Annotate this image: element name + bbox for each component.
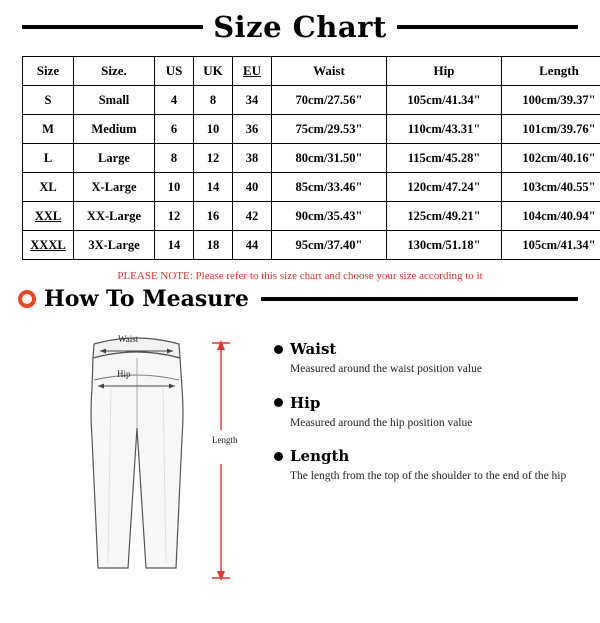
cell-size: XL bbox=[23, 173, 74, 202]
measurement-descriptions bbox=[270, 318, 584, 588]
cell-eu: 34 bbox=[233, 86, 272, 115]
how-to-measure-heading: How To Measure bbox=[44, 286, 249, 312]
figure-label-waist: Waist bbox=[118, 334, 139, 344]
cell-waist: 70cm/27.56" bbox=[272, 86, 387, 115]
cell-size-name: Large bbox=[74, 144, 155, 173]
cell-eu: 38 bbox=[233, 144, 272, 173]
cell-hip: 110cm/43.31" bbox=[387, 115, 502, 144]
measurement-head bbox=[274, 340, 584, 358]
cell-length: 104cm/40.94" bbox=[502, 202, 600, 231]
circle-bullet-icon bbox=[18, 290, 36, 308]
cell-size-name: Small bbox=[74, 86, 155, 115]
cell-waist: 80cm/31.50" bbox=[272, 144, 387, 173]
table-row bbox=[23, 144, 600, 173]
pants-diagram bbox=[16, 318, 266, 588]
cell-uk: 16 bbox=[194, 202, 233, 231]
cell-us: 8 bbox=[155, 144, 194, 173]
size-table-body bbox=[23, 86, 600, 260]
size-chart-note: PLEASE NOTE: Please refer to this size chart and choose your size according to it bbox=[117, 270, 483, 282]
cell-hip: 130cm/51.18" bbox=[387, 231, 502, 260]
measure-section bbox=[0, 312, 600, 588]
header-size-name: Size. bbox=[74, 57, 155, 86]
bullet-dot-icon bbox=[274, 452, 283, 461]
cell-eu: 36 bbox=[233, 115, 272, 144]
cell-waist: 85cm/33.46" bbox=[272, 173, 387, 202]
cell-eu: 42 bbox=[233, 202, 272, 231]
cell-hip: 125cm/49.21" bbox=[387, 202, 502, 231]
measurement-head bbox=[274, 447, 584, 465]
cell-us: 10 bbox=[155, 173, 194, 202]
cell-size-name: XX-Large bbox=[74, 202, 155, 231]
bullet-dot-icon bbox=[274, 398, 283, 407]
cell-length: 101cm/39.76" bbox=[502, 115, 600, 144]
cell-size: XXXL bbox=[30, 237, 66, 252]
cell-hip: 105cm/41.34" bbox=[387, 86, 502, 115]
cell-uk: 12 bbox=[194, 144, 233, 173]
size-table-wrapper bbox=[0, 50, 600, 260]
page-title: Size Chart bbox=[213, 10, 387, 44]
cell-size: XXL bbox=[34, 208, 62, 223]
cell-size-name: 3X-Large bbox=[74, 231, 155, 260]
cell-hip: 120cm/47.24" bbox=[387, 173, 502, 202]
cell-length: 102cm/40.16" bbox=[502, 144, 600, 173]
cell-uk: 18 bbox=[194, 231, 233, 260]
cell-size: S bbox=[23, 86, 74, 115]
cell-us: 6 bbox=[155, 115, 194, 144]
size-table-head bbox=[23, 57, 600, 86]
title-rule-right bbox=[397, 25, 578, 29]
cell-length: 103cm/40.55" bbox=[502, 173, 600, 202]
header-hip: Hip bbox=[387, 57, 502, 86]
measurement-title: Waist bbox=[290, 340, 337, 358]
header-size: Size bbox=[23, 57, 74, 86]
measurement-title: Length bbox=[290, 447, 350, 466]
measurement-text: Measured around the waist position value bbox=[290, 363, 482, 375]
measurement-item-hip bbox=[274, 394, 584, 432]
cell-hip: 115cm/45.28" bbox=[387, 144, 502, 173]
cell-waist: 95cm/37.40" bbox=[272, 231, 387, 260]
measurement-text: The length from the top of the shoulder to the end of the hip bbox=[290, 470, 567, 483]
cell-size-name: X-Large bbox=[74, 173, 155, 202]
header-us: US bbox=[155, 57, 194, 86]
header-waist: Waist bbox=[272, 57, 387, 86]
cell-eu: 40 bbox=[233, 173, 272, 202]
table-header-row bbox=[23, 57, 600, 86]
measurement-text: Measured around the hip position value bbox=[290, 416, 473, 429]
bullet-dot-icon bbox=[274, 345, 283, 354]
figure-label-hip: Hip bbox=[117, 369, 131, 379]
measurement-item-waist bbox=[274, 340, 584, 378]
cell-waist: 90cm/35.43" bbox=[272, 202, 387, 231]
cell-uk: 10 bbox=[194, 115, 233, 144]
table-row bbox=[23, 86, 600, 115]
size-table bbox=[22, 56, 600, 260]
measurement-title: Hip bbox=[290, 393, 321, 412]
cell-size: L bbox=[23, 144, 74, 173]
cell-length: 105cm/41.34" bbox=[502, 231, 600, 260]
how-to-measure-heading-row bbox=[0, 284, 600, 312]
measurement-item-length bbox=[274, 447, 584, 485]
cell-uk: 8 bbox=[194, 86, 233, 115]
cell-size: M bbox=[23, 115, 74, 144]
header-uk: UK bbox=[194, 57, 233, 86]
pants-illustration-svg bbox=[16, 318, 266, 588]
table-row bbox=[23, 231, 600, 260]
howto-rule bbox=[261, 297, 578, 301]
header-length: Length bbox=[502, 57, 600, 86]
table-row bbox=[23, 173, 600, 202]
cell-us: 14 bbox=[155, 231, 194, 260]
title-rule-left bbox=[22, 25, 203, 29]
measurement-head bbox=[274, 394, 584, 412]
table-row bbox=[23, 202, 600, 231]
cell-us: 12 bbox=[155, 202, 194, 231]
cell-uk: 14 bbox=[194, 173, 233, 202]
page-title-row bbox=[0, 0, 600, 50]
figure-label-length: Length bbox=[212, 435, 238, 445]
table-row bbox=[23, 115, 600, 144]
cell-waist: 75cm/29.53" bbox=[272, 115, 387, 144]
cell-length: 100cm/39.37" bbox=[502, 86, 600, 115]
cell-us: 4 bbox=[155, 86, 194, 115]
cell-size-name: Medium bbox=[74, 115, 155, 144]
cell-eu: 44 bbox=[233, 231, 272, 260]
header-eu: EU bbox=[242, 63, 262, 78]
